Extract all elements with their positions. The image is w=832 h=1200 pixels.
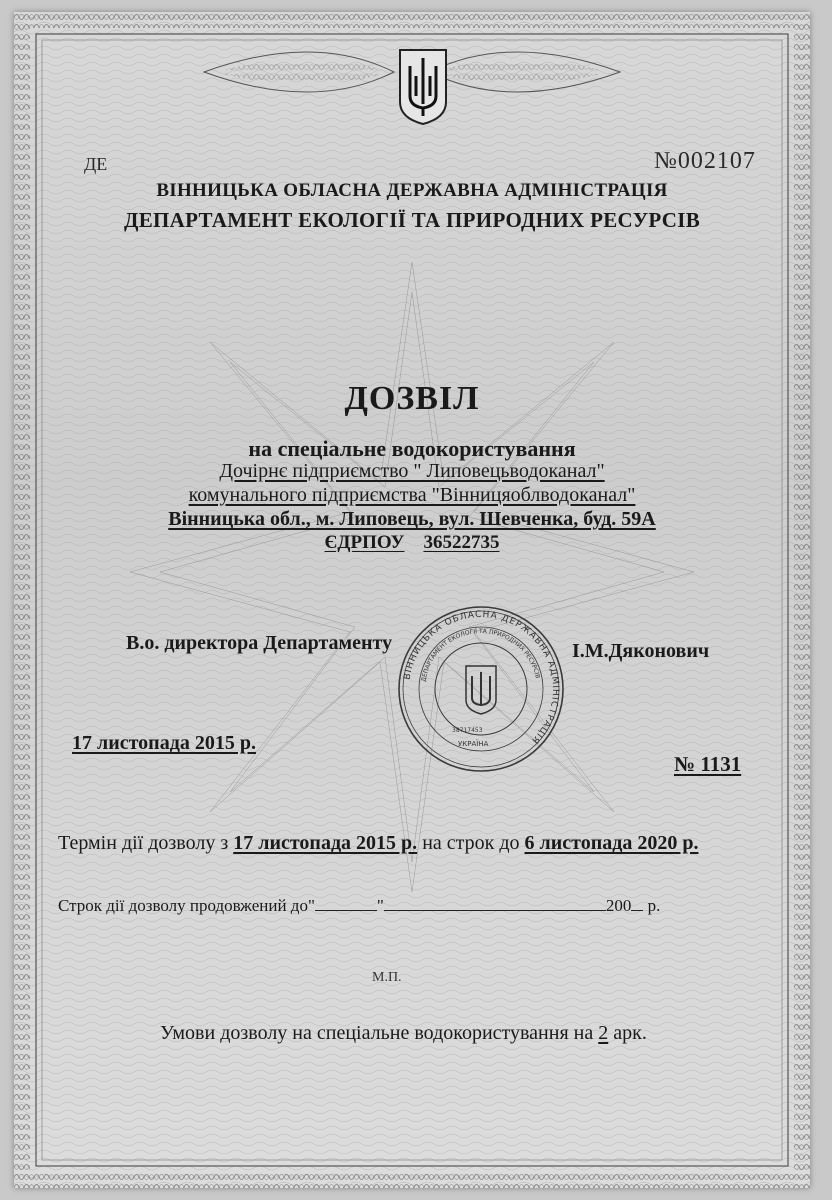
director-title: В.о. директора Департаменту <box>126 632 393 654</box>
extension-line <box>58 896 660 916</box>
conditions-prefix: Умови дозволу на спеціальне водокористування на <box>160 1022 594 1044</box>
term-middle: на строк до <box>422 832 520 854</box>
authority-line-2: ДЕПАРТАМЕНТ ЕКОЛОГІЇ ТА ПРИРОДНИХ РЕСУРСІВ <box>123 208 701 232</box>
registration-number: № 1131 <box>674 752 742 776</box>
term-from: 17 листопада 2015 р. <box>233 832 418 854</box>
extension-month-blank <box>384 896 606 911</box>
conditions-line <box>160 1022 647 1045</box>
document-subtitle: на спеціальне водокористування <box>248 436 576 461</box>
extension-day-blank <box>315 896 377 911</box>
document-title: ДОЗВІЛ <box>344 380 480 417</box>
validity-term <box>58 832 698 855</box>
authority-line-1: ВІННИЦЬКА ОБЛАСНА ДЕРЖАВНА АДМІНІСТРАЦІЯ <box>156 180 668 201</box>
term-prefix: Термін дії дозволу з <box>58 832 229 854</box>
trident-emblem-icon <box>396 46 450 126</box>
stamp-country: УКРАЇНА <box>458 740 489 748</box>
term-to: 6 листопада 2020 р. <box>524 832 699 854</box>
stamp-inner-text: ДЕПАРТАМЕНТ ЕКОЛОГІЇ ТА ПРИРОДНИХ РЕСУРСІВ <box>420 627 541 683</box>
conditions-count: 2 <box>598 1022 609 1044</box>
director-name: І.М.Дяконович <box>572 640 710 662</box>
permit-document <box>14 12 810 1188</box>
edrpou-line <box>14 532 810 554</box>
stamp-outer-text: ВІННИЦЬКА ОБЛАСНА ДЕРЖАВНА АДМІНІСТРАЦІЯ <box>402 609 561 746</box>
extended-year: 200 <box>605 896 632 915</box>
extended-prefix: Строк дії дозволу продовжений до" <box>58 896 315 915</box>
stamp-code: 38717453 <box>452 727 483 734</box>
holder-line-2: комунального підприємства "Вінницяоблводоканал" <box>188 484 636 506</box>
edrpou-value: 36522735 <box>423 532 500 553</box>
edrpou-label: ЄДРПОУ <box>324 532 405 553</box>
extended-suffix: р. <box>647 896 661 915</box>
conditions-suffix: арк. <box>613 1022 647 1044</box>
official-stamp-icon <box>396 604 566 774</box>
holder-line-1: Дочірнє підприємство " Липовецьводоканал" <box>219 460 605 482</box>
series-code: ДЕ <box>84 154 108 174</box>
holder-address: Вінницька обл., м. Липовець, вул. Шевченка, буд. 59А <box>168 508 656 530</box>
seal-place-mark: М.П. <box>372 970 402 985</box>
issue-date: 17 листопада 2015 р. <box>72 732 256 754</box>
extension-year-blank <box>631 896 643 911</box>
extended-quote: " <box>376 896 384 915</box>
form-number: №002107 <box>654 148 756 174</box>
